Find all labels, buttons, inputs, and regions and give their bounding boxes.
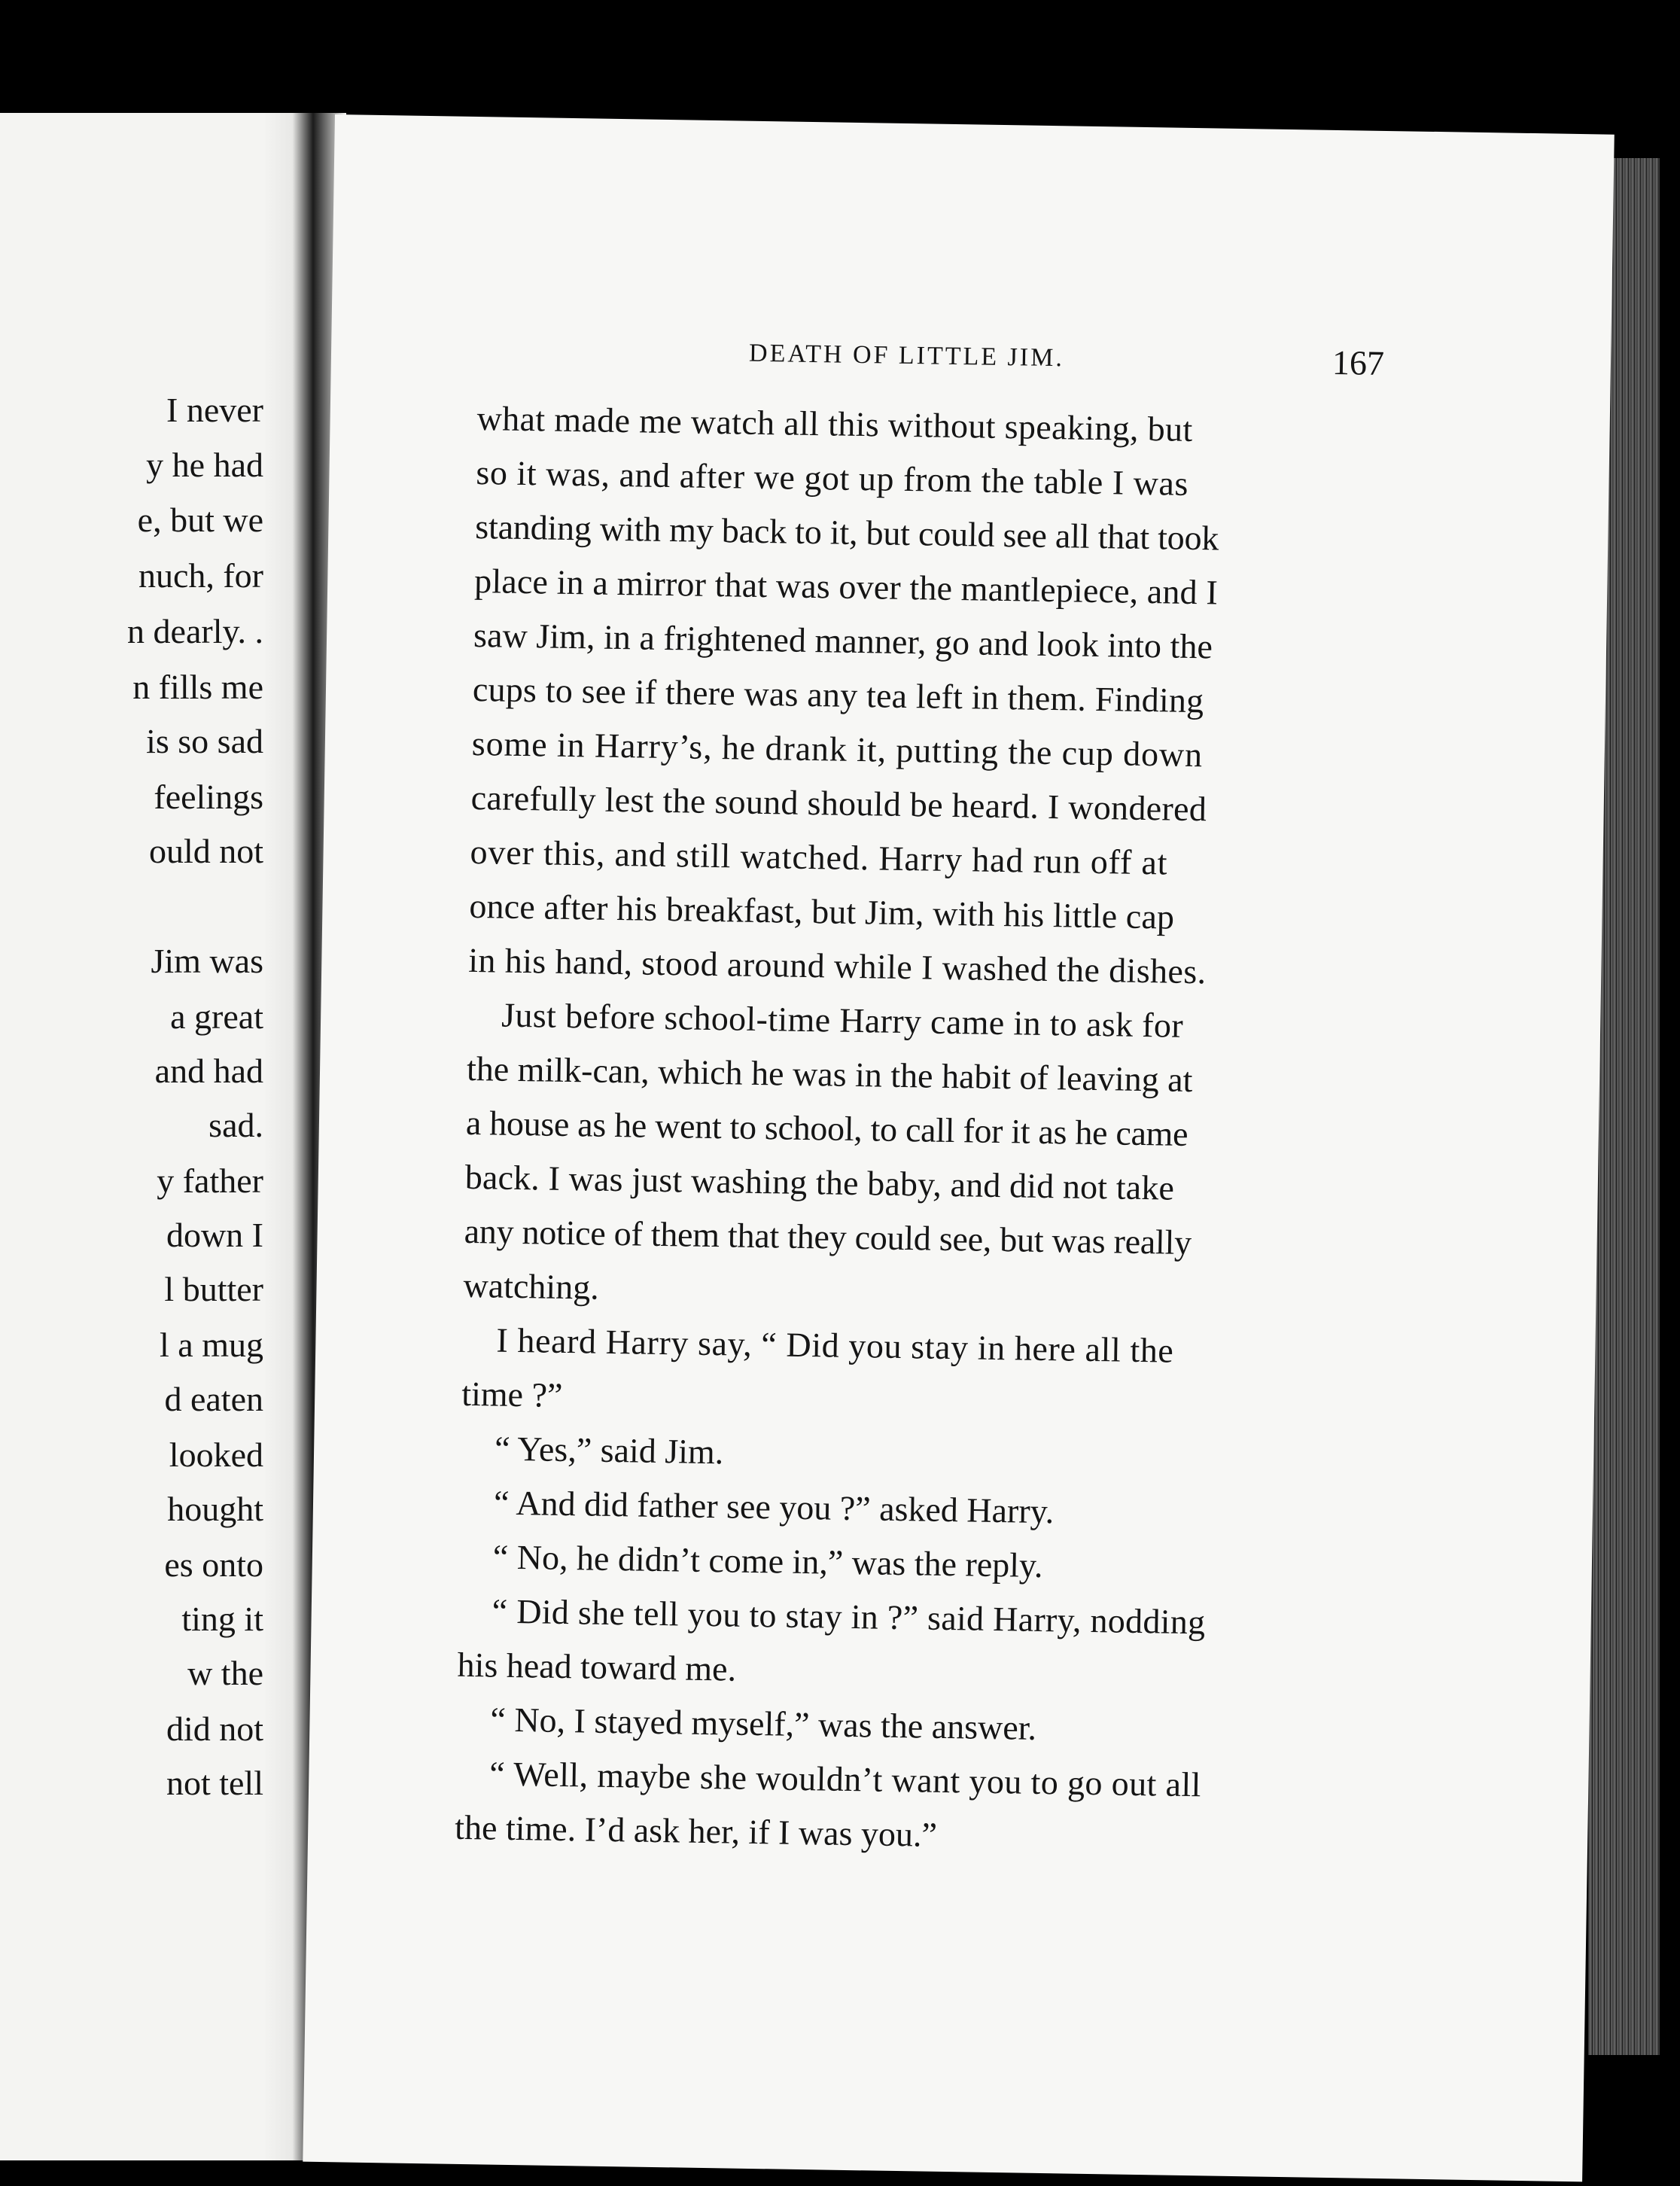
body-line: back. I was just washing the baby, and did not take bbox=[464, 1157, 1175, 1207]
left-page-line: es onto bbox=[164, 1545, 263, 1584]
left-page-line: feelings bbox=[154, 778, 263, 816]
body-line: in his hand, stood around while I washed the dishes. bbox=[467, 940, 1207, 991]
body-line: saw Jim, in a frightened manner, go and look into the bbox=[473, 615, 1213, 666]
body-line: I heard Harry say, “ Did you stay in here all the bbox=[496, 1320, 1174, 1370]
right-page bbox=[303, 114, 1615, 2181]
left-page-line: n fills me bbox=[132, 668, 263, 706]
body-line: “ Well, maybe she wouldn’t want you to go out all bbox=[489, 1754, 1202, 1804]
body-line: the time. I’d ask her, if I was you.” bbox=[454, 1807, 938, 1854]
body-line: “ And did father see you ?” asked Harry. bbox=[493, 1483, 1055, 1531]
body-line: “ Did she tell you to stay in ?” said Harry, nodding bbox=[492, 1591, 1206, 1642]
body-line: any notice of them that they could see, but was really bbox=[464, 1211, 1192, 1262]
left-page bbox=[0, 113, 263, 2160]
body-line: “ No, he didn’t come in,” was the reply. bbox=[492, 1537, 1043, 1585]
body-line: what made me watch all this without speaking, but bbox=[476, 399, 1193, 449]
left-page-line: sad. bbox=[208, 1106, 263, 1144]
left-page-line: w the bbox=[187, 1654, 263, 1692]
body-line: his head toward me. bbox=[457, 1645, 737, 1688]
left-page-line: d eaten bbox=[164, 1380, 263, 1418]
body-line: time ?” bbox=[461, 1374, 563, 1414]
left-page-line: looked bbox=[169, 1436, 263, 1474]
body-line: over this, and still watched. Harry had run off at bbox=[470, 832, 1168, 882]
left-page-line: is so sad bbox=[146, 722, 263, 760]
body-line: Just before school-time Harry came in to ask for bbox=[501, 995, 1184, 1045]
left-page-line: l a mug bbox=[160, 1326, 263, 1364]
left-page-line: ould not bbox=[148, 832, 263, 870]
body-line: carefully lest the sound should be heard. I wondered bbox=[470, 778, 1207, 829]
left-page-line: ting it bbox=[181, 1600, 263, 1638]
body-line: “ No, I stayed myself,” was the answer. bbox=[490, 1700, 1037, 1747]
body-line: cups to see if there was any tea left in them. Finding bbox=[472, 669, 1204, 720]
left-page-line: n dearly. . bbox=[127, 612, 263, 650]
left-page-line: y he had bbox=[146, 446, 263, 484]
left-page-line: and had bbox=[154, 1052, 263, 1090]
body-line: standing with my back to it, but could see all that took bbox=[475, 507, 1219, 558]
running-header: DEATH OF LITTLE JIM. bbox=[748, 339, 1065, 373]
left-page-line: did not bbox=[166, 1710, 263, 1748]
page-number: 167 bbox=[1332, 343, 1385, 382]
body-line: “ Yes,” said Jim. bbox=[494, 1429, 724, 1472]
left-page-line: Jim was bbox=[151, 942, 263, 980]
left-page-line: a great bbox=[170, 997, 263, 1036]
body-line: a house as he went to school, to call for it as he came bbox=[465, 1103, 1188, 1153]
left-page-line: nuch, for bbox=[138, 556, 263, 595]
left-page-line: down I bbox=[166, 1216, 263, 1254]
body-line: watching. bbox=[463, 1265, 600, 1307]
left-page-line: hought bbox=[167, 1490, 263, 1528]
body-line: the milk-can, which he was in the habit of leaving at bbox=[466, 1049, 1193, 1100]
left-page-line: y father bbox=[157, 1162, 263, 1200]
body-line: some in Harry’s, he drank it, putting the cup down bbox=[471, 723, 1204, 775]
body-line: so it was, and after we got up from the table I was bbox=[476, 453, 1189, 503]
left-page-line: not tell bbox=[166, 1764, 263, 1802]
body-line: once after his breakfast, but Jim, with his little cap bbox=[469, 886, 1175, 936]
left-page-line: I never bbox=[166, 391, 263, 429]
left-page-line: l butter bbox=[164, 1270, 263, 1308]
body-line: place in a mirror that was over the mantlepiece, and I bbox=[473, 561, 1219, 612]
left-page-line: e, but we bbox=[137, 501, 263, 539]
